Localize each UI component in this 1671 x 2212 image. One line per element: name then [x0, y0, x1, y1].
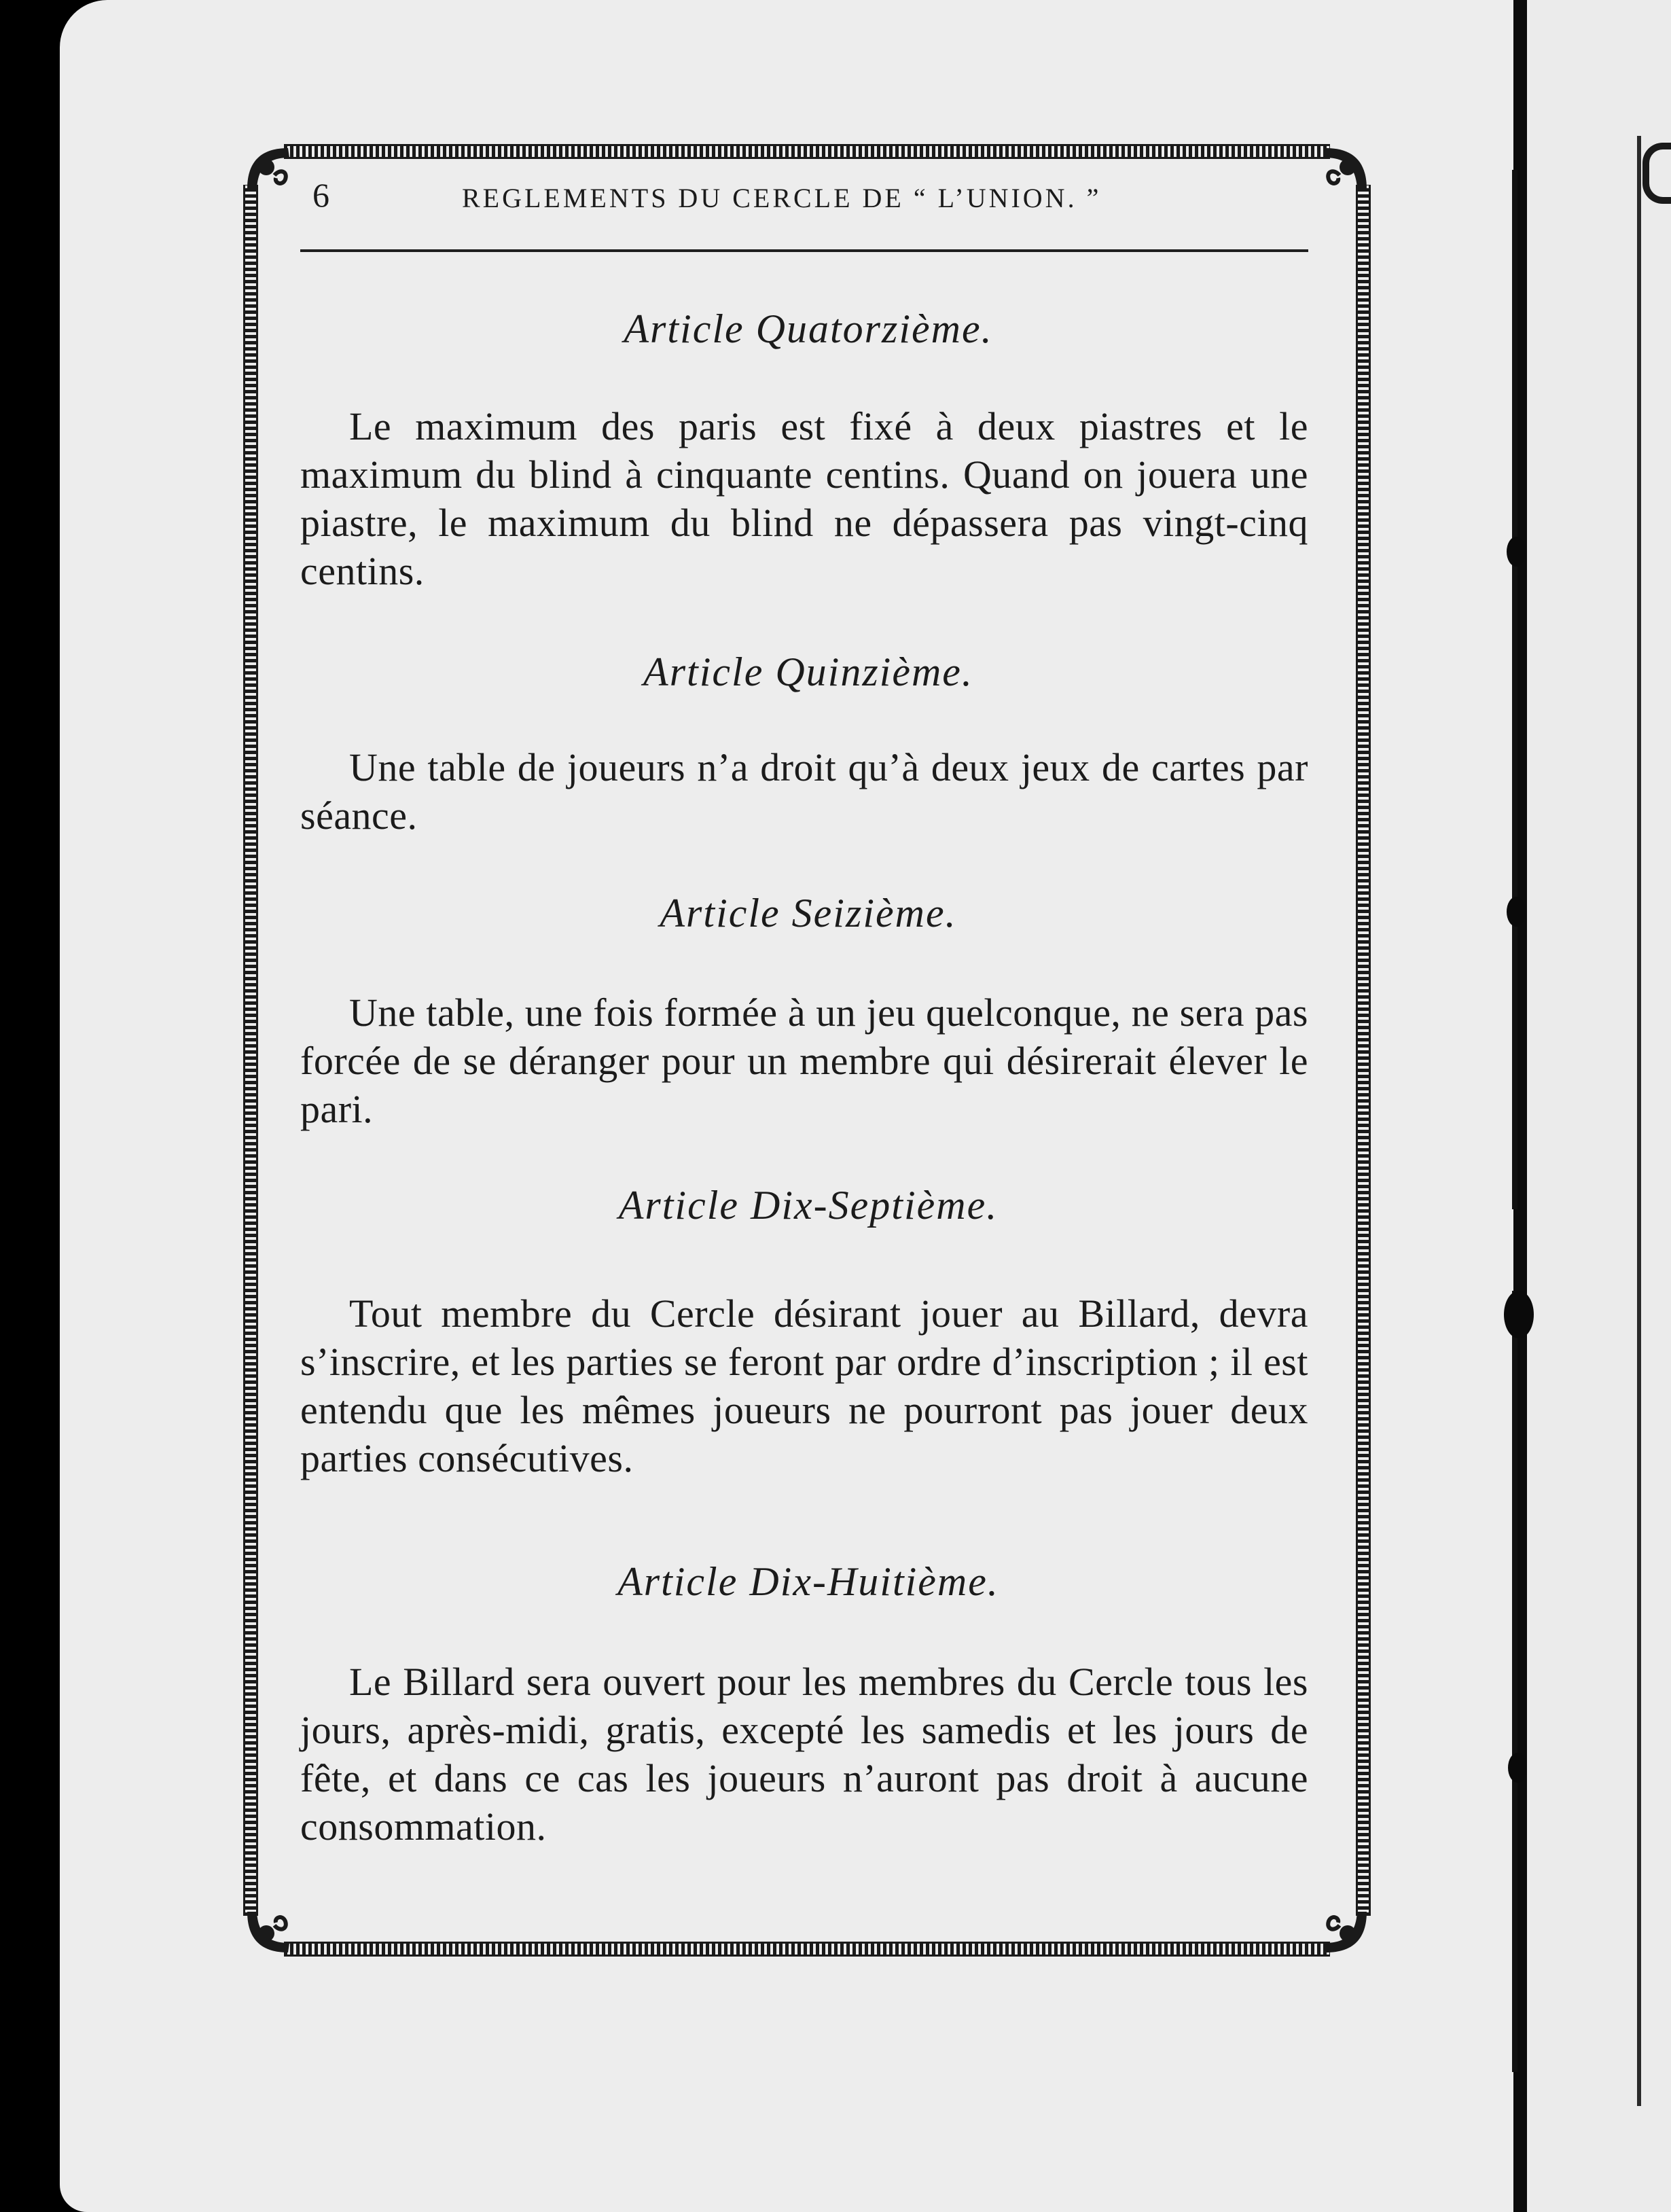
article-heading: Article Dix-Huitième. — [617, 1559, 999, 1604]
binding-knot-icon — [1507, 897, 1526, 927]
article-text: Tout membre du Cercle désirant jouer au Billard, devra s’inscrire, et les parties se feront par ordre d’inscription ; il est entendu que les mêmes joueurs ne pourront pas jouer deux parties consécutives. — [300, 1291, 1308, 1480]
border-right — [1356, 185, 1371, 1916]
corner-flourish-icon — [240, 1904, 296, 1959]
article-heading: Article Quatorzième. — [624, 306, 993, 351]
border-bottom — [284, 1942, 1330, 1957]
border-left — [243, 185, 258, 1916]
corner-flourish-icon — [1318, 141, 1373, 197]
page-number: 6 — [312, 176, 329, 214]
running-title: REGLEMENTS DU CERCLE DE “ L’UNION. ” — [462, 183, 1102, 213]
article-text: Le maximum des paris est fixé à deux piastres et le maximum du blind à cinquante centins. Quand on jouera une piastre, le maximum du blind ne dépassera pas vingt-cinq centins. — [300, 404, 1308, 593]
binding-knot-icon — [1504, 1291, 1534, 1338]
article-text: Le Billard sera ouvert pour les membres du Cercle tous les jours, après-midi, gratis, excepté les samedis et les jours de fête, et dans ce cas les joueurs n’auront pas droit à aucune consommation. — [300, 1660, 1308, 1849]
binding-knot-icon — [1507, 537, 1526, 567]
binding-knot-icon — [1508, 1753, 1527, 1783]
right-page-border — [1637, 136, 1651, 2106]
corner-flourish-icon — [1642, 143, 1671, 204]
border-top — [284, 144, 1330, 159]
article-heading: Article Dix-Septième. — [618, 1183, 999, 1228]
article-heading: Article Seizième. — [660, 891, 957, 935]
article-text: Une table de joueurs n’a droit qu’à deux jeux de cartes par séance. — [300, 745, 1308, 838]
binding-thread — [1512, 1291, 1517, 2072]
article-heading: Article Quinzième. — [643, 649, 973, 694]
binding-thread — [1512, 170, 1517, 1209]
header-rule — [300, 249, 1308, 252]
corner-flourish-icon — [1318, 1904, 1373, 1959]
corner-flourish-icon — [240, 141, 296, 197]
article-text: Une table, une fois formée à un jeu quelconque, ne sera pas forcée de se déranger pour un membre qui désirerait élever le pari. — [300, 991, 1308, 1131]
